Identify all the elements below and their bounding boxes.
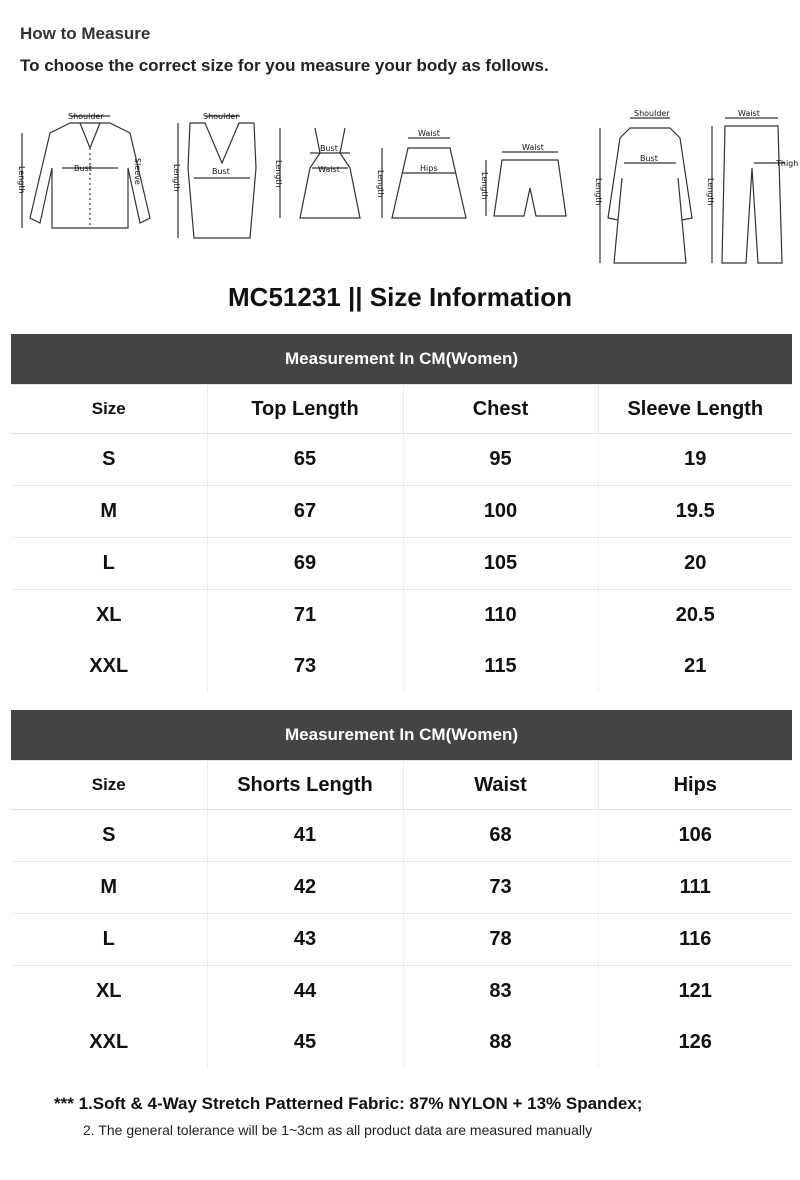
label-bust: Bust [74,164,92,173]
table-row [11,486,792,538]
label-shoulder: Shoulder [203,112,239,121]
sleeve-length-cell: 21 [684,655,707,677]
size-cell: XL [11,966,207,1018]
label-bust: Bust [320,144,338,153]
chest-cell: 95 [403,434,598,486]
sleeve-length-cell: 20.5 [675,604,715,626]
tank-top-diagram [178,116,256,238]
label-waist: Waist [318,165,340,174]
tolerance-note: 2. The general tolerance will be 1~3cm as all product data are measured manually [83,1122,593,1138]
column-header-size: Size [11,761,207,810]
sleeve-length-cell: 20 [598,538,792,590]
label-waist: Waist [418,129,440,138]
shorts-length-cell: 44 [207,966,403,1018]
column-header-size: Size [11,385,207,434]
hips-cell: 111 [598,862,792,914]
table-row [11,434,792,486]
table-row [11,538,792,590]
table-row [11,641,792,692]
column-header-hips: Hips [598,761,792,810]
shorts-length-cell: 45 [207,1017,403,1068]
table-band-title: Measurement In CM(Women) [11,334,792,385]
label-thigh: Thigh [776,159,799,168]
shorts-length-cell: 41 [207,810,403,862]
label-length: Length [480,172,489,200]
top-length-cell: 71 [207,590,403,642]
label-length: Length [594,178,603,206]
sleeve-length-cell: 19.5 [598,486,792,538]
waist-cell: 78 [403,914,598,966]
shorts-length-cell: 42 [207,862,403,914]
chest-cell: 110 [403,590,598,642]
hips-cell: 116 [598,914,792,966]
waist-cell: 68 [403,810,598,862]
size-cell: XXL [11,1017,207,1068]
top-length-cell: 65 [207,434,403,486]
bottom-size-table [11,710,792,1068]
coat-diagram [600,118,692,263]
skirt-diagram [382,138,466,218]
column-header-waist: Waist [403,761,598,810]
table-row [11,862,792,914]
waist-cell: 88 [403,1017,598,1068]
chest-cell: 115 [403,641,598,692]
measurement-diagrams [10,108,800,270]
shorts-length-cell: 43 [207,914,403,966]
hips-cell: 121 [678,980,712,1002]
table-row [11,1017,792,1068]
table-band-title: Measurement In CM(Women) [11,710,792,761]
size-cell: M [11,486,207,538]
sleeve-length-cell: 19 [598,434,792,486]
waist-cell: 73 [403,862,598,914]
label-sleeve: Sleeve [133,158,142,185]
pants-diagram [712,118,785,263]
table-row [11,590,792,642]
waist-cell: 83 [403,966,598,1018]
size-cell: S [11,434,207,486]
table-row [11,914,792,966]
column-header-sleeve-length: Sleeve Length [598,385,792,434]
label-length: Length [172,164,181,192]
size-cell: L [11,914,207,966]
label-length: Length [274,160,283,188]
column-header-top-length: Top Length [207,385,403,434]
garment-diagrams-svg [10,108,800,270]
label-length: Length [376,170,385,198]
top-length-cell: 69 [207,538,403,590]
label-waist: Waist [522,143,544,152]
size-cell: S [11,810,207,862]
size-cell: XXL [11,641,207,692]
top-size-table [11,334,792,692]
shorts-diagram [486,152,566,216]
label-shoulder: Shoulder [634,109,670,118]
label-bust: Bust [640,154,658,163]
label-hips: Hips [420,164,438,173]
top-length-cell: 73 [207,641,403,692]
hips-cell: 106 [598,810,792,862]
label-length: Length [706,178,715,206]
label-length: Length [17,166,26,194]
hips-cell: 126 [678,1031,712,1053]
label-waist: Waist [738,109,760,118]
table-row [11,810,792,862]
chest-cell: 105 [403,538,598,590]
label-shoulder: Shoulder [68,112,104,121]
size-cell: XL [11,590,207,642]
size-cell: L [11,538,207,590]
top-length-cell: 67 [207,486,403,538]
size-cell: M [11,862,207,914]
size-information-title: MC51231 || Size Information [228,282,572,312]
column-header-shorts-length: Shorts Length [207,761,403,810]
how-to-measure-subtitle: To choose the correct size for you measure your body as follows. [20,56,549,75]
label-bust: Bust [212,167,230,176]
chest-cell: 100 [403,486,598,538]
fabric-note: *** 1.Soft & 4-Way Stretch Patterned Fabric: 87% NYLON + 13% Spandex; [54,1094,643,1113]
how-to-measure-title: How to Measure [20,24,151,43]
column-header-chest: Chest [403,385,598,434]
table-row [11,966,792,1018]
